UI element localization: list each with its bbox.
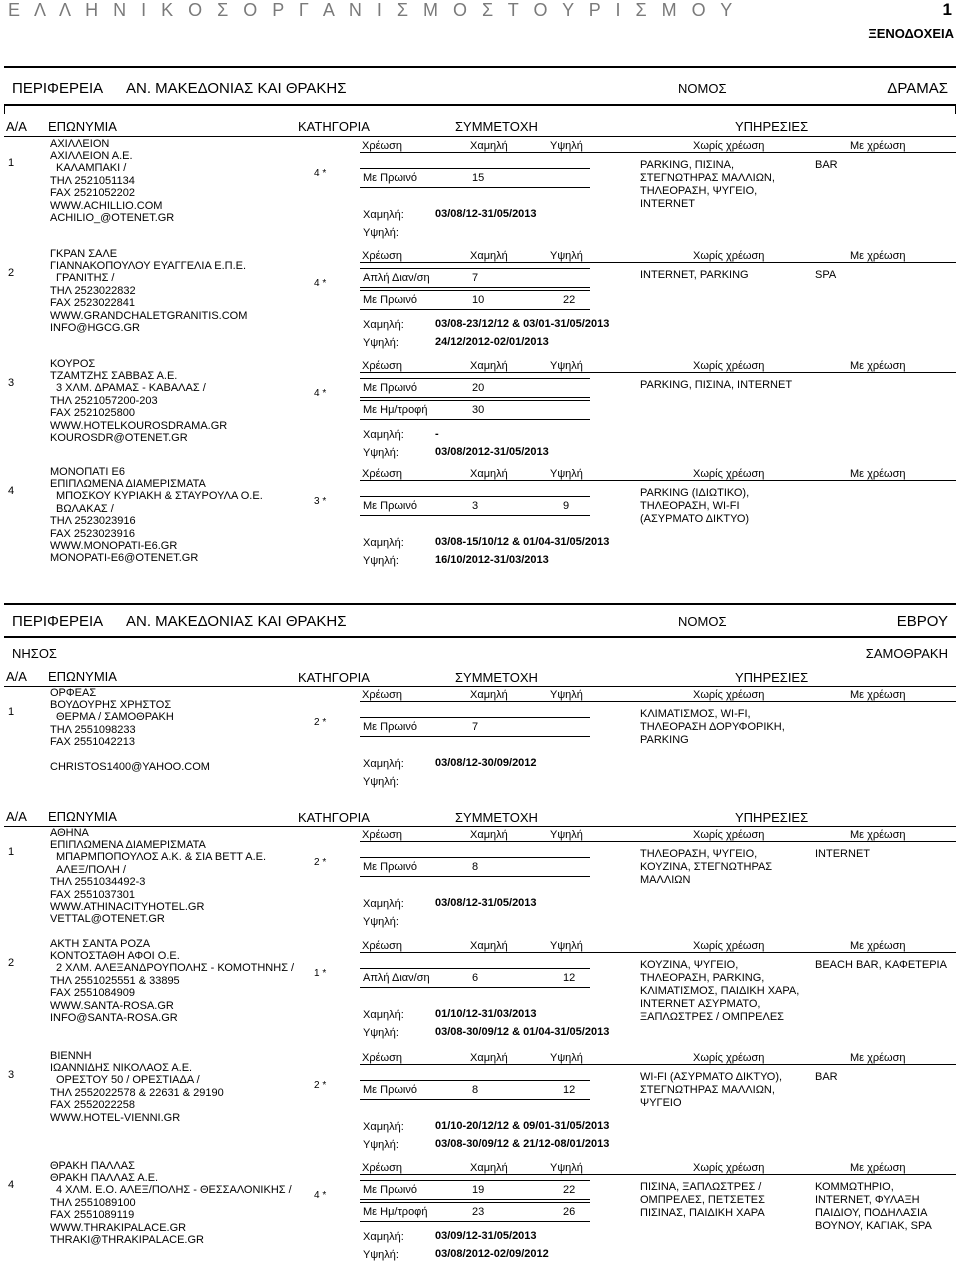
hotel-detail-line: ΤΗΛ 2551098233 (50, 723, 136, 736)
room-type: Με Πρωινό (363, 1084, 417, 1096)
low-price: 8 (472, 861, 479, 873)
row-rule (360, 168, 590, 169)
hotel-detail-line: ΙΩΑΝΝΙΔΗΣ ΝΙΚΟΛΑΟΣ Α.Ε. (50, 1062, 193, 1074)
high-season-dates: 03/08/2012-02/09/2012 (435, 1248, 549, 1260)
free-services: WI-FI (ΑΣΥΡΜΑΤΟ ΔΙΚΤΥΟ), ΣΤΕΓΝΩΤΗΡΑΣ ΜΑΛΛΙΩΝ, ΨΥΓΕΙΟ (640, 1071, 783, 1109)
hotel-name: ΟΡΦΕΑΣ (50, 687, 97, 699)
nocharge-header: Χωρίς χρέωση (693, 468, 765, 480)
hotel-detail-line: FAX 2552022258 (50, 1099, 136, 1112)
low-price: 8 (472, 1084, 479, 1096)
row-rule (360, 1180, 590, 1181)
hotel-detail-line: ΤΗΛ 2551034492-3 (50, 876, 146, 889)
room-type: Με Πρωινό (363, 294, 417, 306)
withcharge-header: Με χρέωση (850, 250, 906, 262)
high-season-label: Υψηλή: (363, 447, 399, 459)
nisos-name: ΣΑΜΟΘΡΑΚΗ (865, 646, 948, 661)
high-price: 22 (563, 294, 576, 306)
low-price: 7 (472, 272, 479, 284)
nocharge-header: Χωρίς χρέωση (693, 829, 765, 841)
row-rule (360, 876, 590, 877)
high-season-label: Υψηλή: (363, 776, 399, 788)
high-header: Υψηλή (550, 250, 583, 262)
hotel-detail-line: ACHILIO_@OTENET.GR (50, 212, 175, 224)
paid-services: INTERNET (815, 848, 870, 860)
category-stars: 2 * (314, 857, 327, 868)
hotel-detail-line: FAX 2521052202 (50, 187, 136, 200)
withcharge-header: Με χρέωση (850, 468, 906, 480)
hotel-name: ΑΚΤΗ ΣΑΝΤΑ ΡΟΖΑ (50, 938, 151, 950)
charge-header: Χρέωση (362, 940, 402, 952)
col-aa: Α/Α (6, 809, 27, 824)
low-header: Χαμηλή (470, 140, 508, 152)
row-rule (360, 736, 590, 737)
header-rule (360, 372, 956, 373)
low-season-dates: 03/09/12-31/05/2013 (435, 1230, 537, 1242)
low-price: 19 (472, 1184, 485, 1196)
low-season-label: Χαμηλή: (363, 898, 404, 910)
low-season-label: Χαμηλή: (363, 319, 404, 331)
low-season-label: Χαμηλή: (363, 758, 404, 770)
low-season-dates: 03/08-23/12/12 & 03/01-31/05/2013 (435, 318, 610, 330)
paid-services: ΚΟΜΜΩΤΗΡΙΟ, INTERNET, ΦΥΛΑΞΗ ΠΑΙΔΙΟΥ, ΠΟΔΗΛΑΣΙΑ ΒΟΥΝΟΥ, ΚΑΓΙΑΚ, SPA (815, 1181, 932, 1232)
region-label: ΠΕΡΙΦΕΡΕΙΑ (12, 80, 104, 97)
col-participation: ΣΥΜΜΕΤΟΧΗ (455, 119, 538, 134)
low-header: Χαμηλή (470, 829, 508, 841)
low-season-label: Χαμηλή: (363, 209, 404, 221)
hotel-detail-line: ΑΛΕΞ/ΠΟΛΗ / (56, 863, 126, 876)
paid-services: SPA (815, 269, 837, 281)
charge-header: Χρέωση (362, 689, 402, 701)
free-services: PARKING, ΠΙΣΙΝΑ, ΣΤΕΓΝΩΤΗΡΑΣ ΜΑΛΛΙΩΝ, ΤΗΛΕΟΡΑΣΗ, ΨΥΓΕΙΟ, INTERNET (640, 159, 775, 210)
charge-header: Χρέωση (362, 468, 402, 480)
hotel-detail-line: MONOPATI-E6@OTENET.GR (50, 552, 199, 565)
header-rule (360, 701, 956, 702)
low-price: 20 (472, 382, 485, 394)
low-season-label: Χαμηλή: (363, 1231, 404, 1243)
free-services: PARKING, ΠΙΣΙΝΑ, INTERNET (640, 379, 793, 391)
low-price: 6 (472, 972, 479, 984)
category-stars: 1 * (314, 968, 327, 979)
category-stars: 4 * (314, 388, 327, 399)
hotel-detail-line: ΟΡΕΣΤΟΥ 50 / ΟΡΕΣΤΙΑΔΑ / (56, 1074, 200, 1087)
low-price: 15 (472, 172, 485, 184)
col-category: ΚΑΤΗΓΟΡΙΑ (298, 670, 370, 685)
region-name: ΑΝ. ΜΑΚΕΔΟΝΙΑΣ ΚΑΙ ΘΡΑΚΗΣ (126, 80, 347, 97)
col-category: ΚΑΤΗΓΟΡΙΑ (298, 810, 370, 825)
free-services: ΠΙΣΙΝΑ, ΞΑΠΛΩΣΤΡΕΣ / ΟΜΠΡΕΛΕΣ, ΠΕΤΣΕΤΕΣ ΠΙΣΙΝΑΣ, ΠΑΙΔΙΚΗ ΧΑΡΑ (640, 1181, 765, 1219)
high-season-dates: 16/10/2012-31/03/2013 (435, 554, 549, 566)
free-services: ΤΗΛΕΟΡΑΣΗ, ΨΥΓΕΙΟ, ΚΟΥΖΙΝΑ, ΣΤΕΓΝΩΤΗΡΑΣ ΜΑΛΛΙΩΝ (640, 848, 773, 886)
nocharge-header: Χωρίς χρέωση (693, 1052, 765, 1064)
nomos-name: ΕΒΡΟΥ (896, 613, 948, 630)
hotel-detail-line: ΤΗΛ 2551025551 & 33895 (50, 974, 180, 987)
hotel-number: 4 (8, 1179, 15, 1191)
nomos-label: ΝΟΜΟΣ (678, 81, 727, 96)
hotel-number: 3 (8, 377, 15, 389)
hotel-number: 2 (8, 957, 15, 969)
low-season-label: Χαμηλή: (363, 429, 404, 441)
hotel-detail-line: ΜΠΟΣΚΟΥ ΚΥΡΙΑΚΗ & ΣΤΑΥΡΟΥΛΑ Ο.Ε. (56, 490, 263, 503)
nocharge-header: Χωρίς χρέωση (693, 940, 765, 952)
hotel-detail-line: FAX 2551089119 (50, 1209, 135, 1222)
row-rule (360, 515, 590, 516)
low-header: Χαμηλή (470, 689, 508, 701)
hotel-number: 1 (8, 846, 15, 858)
hotel-detail-line: WWW.ATHINACITYHOTEL.GR (50, 901, 205, 913)
nocharge-header: Χωρίς χρέωση (693, 1162, 765, 1174)
hotel-detail-line: 4 ΧΛΜ. Ε.Ο. ΑΛΕΞ/ΠΟΛΗΣ - ΘΕΣΣΑΛΟΝΙΚΗΣ / (56, 1184, 292, 1197)
category-stars: 4 * (314, 168, 327, 179)
withcharge-header: Με χρέωση (850, 360, 906, 372)
category-stars: 4 * (314, 1190, 327, 1201)
charge-header: Χρέωση (362, 360, 402, 372)
low-season-dates: 03/08/12-30/09/2012 (435, 757, 537, 769)
low-price: 3 (472, 500, 479, 512)
nocharge-header: Χωρίς χρέωση (693, 250, 765, 262)
row-rule (360, 397, 590, 398)
high-header: Υψηλή (550, 360, 583, 372)
col-services: ΥΠΗΡΕΣΙΕΣ (735, 670, 809, 685)
rule (4, 104, 5, 114)
hotel-detail-line: FAX 2551084909 (50, 987, 136, 1000)
hotel-detail-line: ΓΡΑΝΙΤΗΣ / (56, 272, 115, 285)
header-rule (360, 841, 956, 842)
row-rule (360, 717, 590, 718)
low-header: Χαμηλή (470, 1052, 508, 1064)
high-price: 26 (563, 1206, 576, 1218)
hotel-detail-line: ΤΗΛ 2521051134 (50, 174, 135, 187)
room-type: Με Πρωινό (363, 721, 417, 733)
row-rule (360, 1099, 590, 1100)
hotel-detail-line: WWW.SANTA-ROSA.GR (50, 999, 174, 1012)
hotel-detail-line: WWW.ACHILLIO.COM (50, 199, 163, 212)
category-stars: 3 * (314, 496, 327, 507)
row-rule (360, 968, 590, 969)
section-title: ΞΕΝΟΔΟΧΕΙΑ (868, 26, 954, 41)
room-type: Με Πρωινό (363, 1184, 417, 1196)
room-type: Απλή Διαν/ση (363, 272, 430, 284)
charge-header: Χρέωση (362, 829, 402, 841)
hotel-detail-line: ΚΟΝΤΟΣΤΑΘΗ ΑΦΟΙ Ο.Ε. (50, 950, 180, 962)
hotel-detail-line: ΤΗΛ 2552022578 & 22631 & 29190 (50, 1086, 224, 1099)
low-season-label: Χαμηλή: (363, 1121, 404, 1133)
header-rule (360, 1064, 956, 1065)
hotel-detail-line: ΘΡΑΚΗ ΠΑΛΛΑΣ Α.Ε. (50, 1172, 159, 1184)
low-header: Χαμηλή (470, 1162, 508, 1174)
category-stars: 4 * (314, 278, 327, 289)
high-season-dates: 03/08-30/09/12 & 01/04-31/05/2013 (435, 1026, 610, 1038)
col-aa: Α/Α (6, 669, 27, 684)
header-rule (360, 952, 956, 953)
room-type: Με Ημ/τροφή (363, 1206, 428, 1218)
hotel-number: 4 (8, 485, 15, 497)
high-price: 9 (563, 500, 570, 512)
hotel-detail-line: THRAKI@THRAKIPALACE.GR (50, 1234, 204, 1246)
row-rule (360, 1199, 590, 1200)
room-type: Με Πρωινό (363, 382, 417, 394)
withcharge-header: Με χρέωση (850, 829, 906, 841)
free-services: INTERNET, PARKING (640, 269, 749, 281)
hotel-detail-line: FAX 2523023916 (50, 527, 136, 540)
hotel-detail-line: KOUROSDR@OTENET.GR (50, 432, 188, 444)
col-aa: Α/Α (6, 119, 27, 134)
row-rule (360, 400, 590, 401)
rule (4, 636, 956, 638)
region-label: ΠΕΡΙΦΕΡΕΙΑ (12, 613, 104, 630)
high-season-label: Υψηλή: (363, 337, 399, 349)
col-name: ΕΠΩΝΥΜΙΑ (48, 119, 117, 134)
header-rule (360, 152, 956, 153)
rule (4, 66, 956, 68)
nisos-label: ΝΗΣΟΣ (12, 646, 57, 661)
hotel-detail-line: ΤΗΛ 2521057200-203 (50, 394, 158, 407)
high-season-dates: 03/08/2012-31/05/2013 (435, 446, 549, 458)
low-header: Χαμηλή (470, 250, 508, 262)
hotel-detail-line: CHRISTOS1400@YAHOO.COM (50, 761, 210, 773)
col-category: ΚΑΤΗΓΟΡΙΑ (298, 119, 370, 134)
rule (4, 686, 956, 687)
high-season-dates: 03/08-30/09/12 & 21/12-08/01/2013 (435, 1138, 610, 1150)
high-price: 12 (563, 972, 576, 984)
hotel-detail-line: ΜΠΑΡΜΠΟΠΟΥΛΟΣ Α.Κ. & ΣΙΑ ΒΕΤΤ Α.Ε. (56, 851, 267, 864)
hotel-name: ΓΚΡΑΝ ΣΑΛΕ (50, 248, 118, 260)
hotel-detail-line: ΤΖΑΜΤΖΗΣ ΣΑΒΒΑΣ Α.Ε. (50, 370, 178, 382)
row-rule (360, 419, 590, 420)
hotel-detail-line: WWW.HOTEL-VIENNI.GR (50, 1111, 181, 1124)
low-header: Χαμηλή (470, 940, 508, 952)
hotel-detail-line: ΒΟΥΔΟΥΡΗΣ ΧΡΗΣΤΟΣ (50, 699, 172, 711)
hotel-detail-line: ΒΩΛΑΚΑΣ / (56, 502, 114, 515)
high-season-label: Υψηλή: (363, 1249, 399, 1261)
charge-header: Χρέωση (362, 140, 402, 152)
col-name: ΕΠΩΝΥΜΙΑ (48, 669, 117, 684)
room-type: Απλή Διαν/ση (363, 972, 430, 984)
nocharge-header: Χωρίς χρέωση (693, 360, 765, 372)
low-price: 30 (472, 404, 485, 416)
withcharge-header: Με χρέωση (850, 940, 906, 952)
high-header: Υψηλή (550, 140, 583, 152)
hotel-detail-line: ΤΗΛ 2523023916 (50, 515, 136, 528)
hotel-number: 1 (8, 706, 15, 718)
nocharge-header: Χωρίς χρέωση (693, 689, 765, 701)
hotel-detail-line: 2 ΧΛΜ. ΑΛΕΞΑΝΔΡΟΥΠΟΛΗΣ - ΚΟΜΟΤΗΝΗΣ / (56, 962, 295, 975)
high-price: 12 (563, 1084, 576, 1096)
row-rule (360, 496, 590, 497)
free-services: PARKING (ΙΔΙΩΤΙΚΟ), ΤΗΛΕΟΡΑΣΗ, WI-FI (ΑΣΥΡΜΑΤΟ ΔΙΚΤΥΟ) (640, 487, 750, 525)
row-rule (360, 290, 590, 291)
high-season-label: Υψηλή: (363, 916, 399, 928)
withcharge-header: Με χρέωση (850, 689, 906, 701)
low-header: Χαμηλή (470, 360, 508, 372)
charge-header: Χρέωση (362, 250, 402, 262)
nomos-name: ΔΡΑΜΑΣ (887, 80, 948, 97)
rule (955, 104, 956, 114)
col-services: ΥΠΗΡΕΣΙΕΣ (735, 810, 809, 825)
organization-title: Ε Λ Λ Η Ν Ι Κ Ο Σ Ο Ρ Γ Α Ν Ι Σ Μ Ο Σ Τ Ο Υ Ρ Ι Σ Μ Ο Υ (8, 0, 734, 20)
col-name: ΕΠΩΝΥΜΙΑ (48, 809, 117, 824)
low-price: 23 (472, 1206, 485, 1218)
row-rule (360, 378, 590, 379)
row-rule (360, 287, 590, 288)
hotel-name: ΜΟΝΟΠΑΤΙ Ε6 (50, 466, 125, 478)
row-rule (360, 1080, 590, 1081)
hotel-detail-line: WWW.MONOPATI-E6.GR (50, 540, 178, 552)
high-season-label: Υψηλή: (363, 1027, 399, 1039)
free-services: ΚΟΥΖΙΝΑ, ΨΥΓΕΙΟ, ΤΗΛΕΟΡΑΣΗ, PARKING, ΚΛΙΜΑΤΙΣΜΟΣ, ΠΑΙΔΙΚΗ ΧΑΡΑ, INTERNET ΑΣΥΡΜΑΤΟ, ΞΑΠΛΩΣΤΡΕΣ / ΟΜΠΡΕΛΕΣ (640, 959, 800, 1023)
low-header: Χαμηλή (470, 468, 508, 480)
high-header: Υψηλή (550, 829, 583, 841)
category-stars: 2 * (314, 1080, 327, 1091)
withcharge-header: Με χρέωση (850, 1162, 906, 1174)
low-season-dates: 01/10-20/12/12 & 09/01-31/05/2013 (435, 1120, 610, 1132)
hotel-detail-line: ΘΕΡΜΑ / ΣΑΜΟΘΡΑΚΗ (56, 711, 174, 724)
hotel-detail-line: ΕΠΙΠΛΩΜΕΝΑ ΔΙΑΜΕΡΙΣΜΑΤΑ (50, 839, 206, 851)
high-header: Υψηλή (550, 468, 583, 480)
hotel-detail-line: INFO@HGCG.GR (50, 322, 140, 334)
low-season-dates: 03/08/12-31/05/2013 (435, 897, 537, 909)
region-name: ΑΝ. ΜΑΚΕΔΟΝΙΑΣ ΚΑΙ ΘΡΑΚΗΣ (126, 613, 347, 630)
high-season-dates: 24/12/2012-02/01/2013 (435, 336, 549, 348)
high-header: Υψηλή (550, 689, 583, 701)
high-header: Υψηλή (550, 1162, 583, 1174)
hotel-detail-line: INFO@SANTA-ROSA.GR (50, 1012, 178, 1024)
header-rule (360, 480, 956, 481)
hotel-detail-line: ΓΙΑΝΝΑΚΟΠΟΥΛΟΥ ΕΥΑΓΓΕΛΙΑ Ε.Π.Ε. (50, 260, 247, 272)
high-season-label: Υψηλή: (363, 227, 399, 239)
hotel-number: 2 (8, 267, 15, 279)
row-rule (360, 268, 590, 269)
row-rule (360, 987, 590, 988)
high-price: 22 (563, 1184, 576, 1196)
hotel-name: ΑΧΙΛΛΕΙΟΝ (50, 138, 110, 150)
hotel-detail-line: VETTAL@OTENET.GR (50, 913, 165, 926)
col-participation: ΣΥΜΜΕΤΟΧΗ (455, 810, 538, 825)
withcharge-header: Με χρέωση (850, 1052, 906, 1064)
hotel-name: ΚΟΥΡΟΣ (50, 358, 96, 370)
room-type: Με Ημ/τροφή (363, 404, 428, 416)
col-participation: ΣΥΜΜΕΤΟΧΗ (455, 670, 538, 685)
withcharge-header: Με χρέωση (850, 140, 906, 152)
row-rule (360, 1202, 590, 1203)
nocharge-header: Χωρίς χρέωση (693, 140, 765, 152)
high-season-label: Υψηλή: (363, 555, 399, 567)
page-number: 1 (942, 0, 952, 19)
rule (4, 104, 956, 106)
low-season-label: Χαμηλή: (363, 1009, 404, 1021)
rule (4, 603, 956, 605)
charge-header: Χρέωση (362, 1052, 402, 1064)
low-price: 7 (472, 721, 479, 733)
hotel-detail-line: ΤΗΛ 2523022832 (50, 284, 136, 297)
low-price: 10 (472, 294, 485, 306)
low-season-dates: 03/08/12-31/05/2013 (435, 208, 537, 220)
room-type: Με Πρωινό (363, 172, 417, 184)
col-services: ΥΠΗΡΕΣΙΕΣ (735, 119, 809, 134)
hotel-detail-line: ΕΠΙΠΛΩΜΕΝΑ ΔΙΑΜΕΡΙΣΜΑΤΑ (50, 478, 206, 490)
row-rule (360, 309, 590, 310)
category-stars: 2 * (314, 717, 327, 728)
high-season-label: Υψηλή: (363, 1139, 399, 1151)
rule (4, 826, 956, 827)
high-header: Υψηλή (550, 940, 583, 952)
hotel-detail-line: ΚΑΛΑΜΠΑΚΙ / (56, 162, 127, 175)
rule (4, 136, 956, 137)
row-rule (360, 1221, 590, 1222)
row-rule (360, 857, 590, 858)
low-season-label: Χαμηλή: (363, 537, 404, 549)
room-type: Με Πρωινό (363, 861, 417, 873)
paid-services: BEACH BAR, ΚΑΦΕΤΕΡΙΑ (815, 959, 947, 971)
hotel-detail-line: ΤΗΛ 2551089100 (50, 1196, 136, 1209)
hotel-detail-line: FAX 2521025800 (50, 407, 136, 420)
header-rule (360, 1174, 956, 1175)
hotel-number: 3 (8, 1069, 15, 1081)
nomos-label: ΝΟΜΟΣ (678, 614, 727, 629)
hotel-name: ΘΡΑΚΗ ΠΑΛΛΑΣ (50, 1160, 135, 1172)
hotel-name: ΑΘΗΝΑ (50, 827, 89, 839)
hotel-detail-line: FAX 2551042213 (50, 736, 136, 749)
hotel-detail-line: FAX 2523022841 (50, 297, 136, 310)
hotel-detail-line: WWW.HOTELKOUROSDRAMA.GR (50, 419, 228, 432)
room-type: Με Πρωινό (363, 500, 417, 512)
hotel-detail-line: WWW.GRANDCHALETGRANITIS.COM (50, 309, 248, 322)
header-rule (360, 262, 956, 263)
low-season-dates: 03/08-15/10/12 & 01/04-31/05/2013 (435, 536, 610, 548)
free-services: ΚΛΙΜΑΤΙΣΜΟΣ, WI-FI, ΤΗΛΕΟΡΑΣΗ ΔΟΡΥΦΟΡΙΚΗ, PARKING (640, 708, 785, 746)
hotel-detail-line: 3 ΧΛΜ. ΔΡΑΜΑΣ - ΚΑΒΑΛΑΣ / (56, 382, 206, 395)
row-rule (360, 187, 590, 188)
charge-header: Χρέωση (362, 1162, 402, 1174)
hotel-detail-line: ΑΧΙΛΛΕΙΟΝ Α.Ε. (50, 150, 133, 162)
high-header: Υψηλή (550, 1052, 583, 1064)
low-season-dates: - (435, 428, 439, 440)
hotel-name: ΒΙΕΝΝΗ (50, 1050, 92, 1062)
low-season-dates: 01/10/12-31/03/2013 (435, 1008, 537, 1020)
hotel-detail-line: FAX 2551037301 (50, 888, 136, 901)
paid-services: BAR (815, 1071, 838, 1083)
hotel-detail-line: WWW.THRAKIPALACE.GR (50, 1221, 187, 1234)
paid-services: BAR (815, 159, 838, 171)
hotel-number: 1 (8, 157, 15, 169)
